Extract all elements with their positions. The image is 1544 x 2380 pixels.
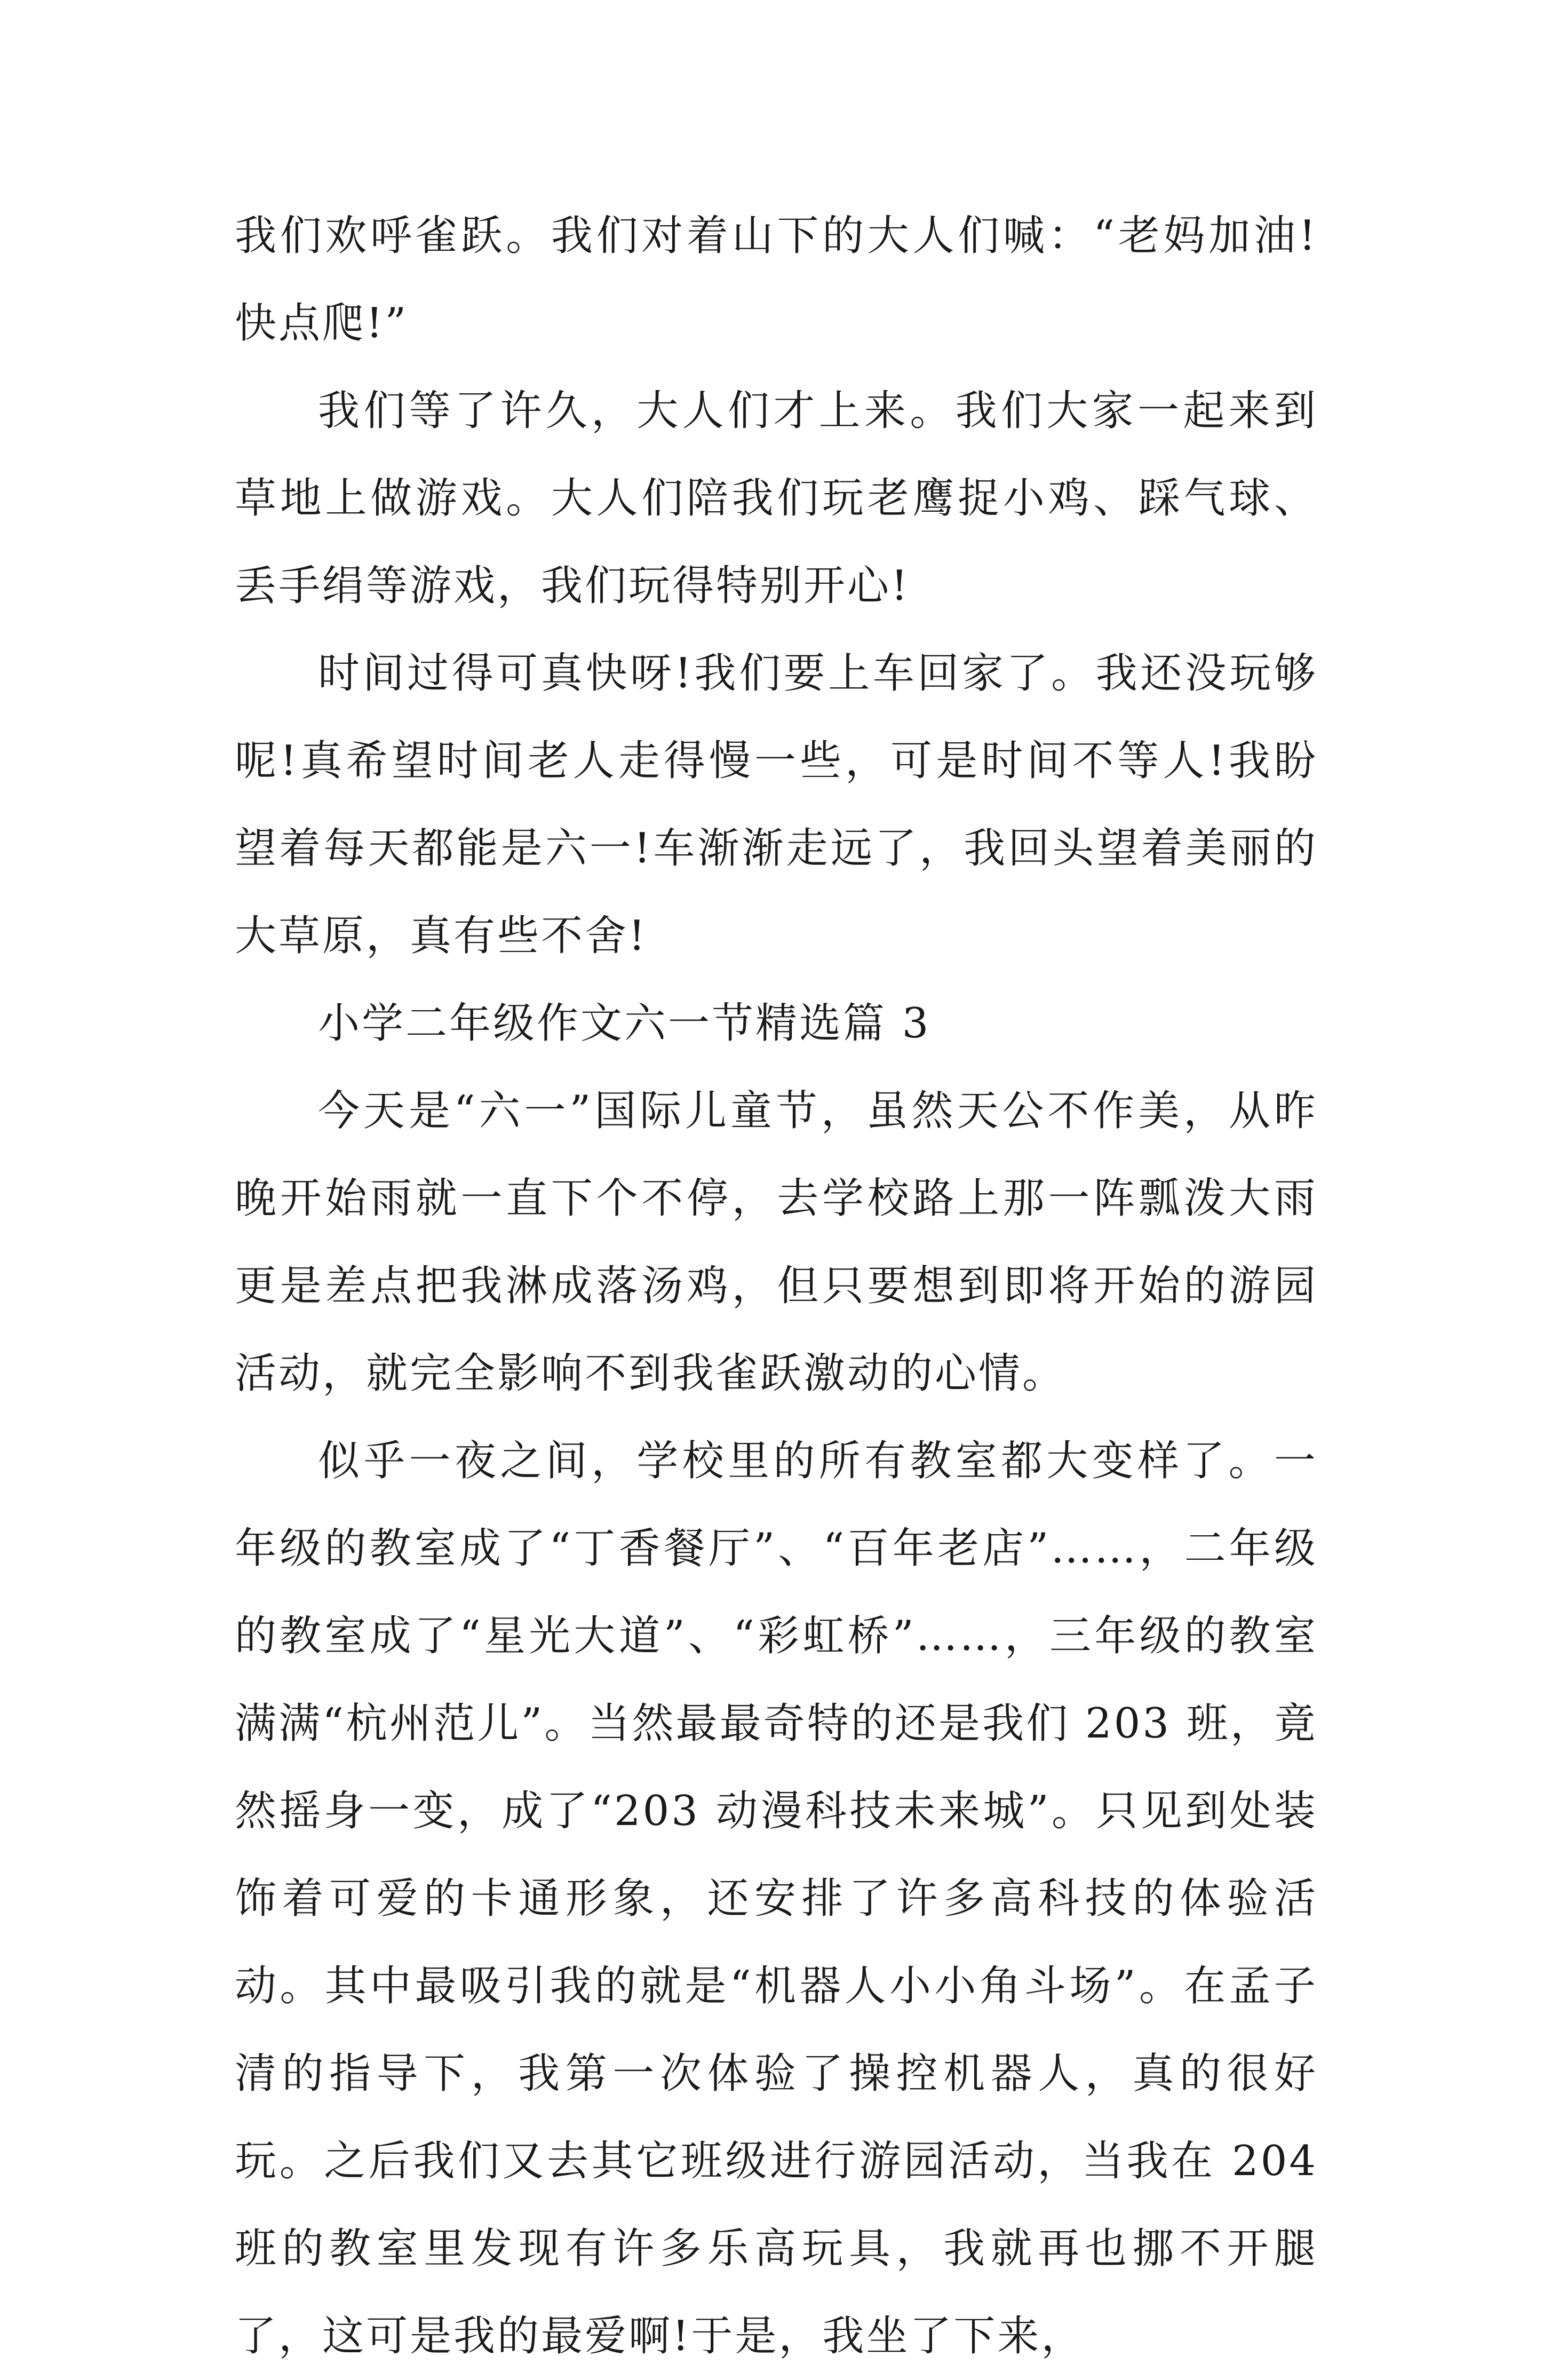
paragraph-body: 时间过得可真快呀!我们要上车回家了。我还没玩够呢!真希望时间老人走得慢一些，可是时间不等人!我盼望着每天都能是六一!车渐渐走远了，我回头望着美丽的大草原，真有些不舍! — [235, 649, 1318, 960]
paragraph-body: 似乎一夜之间，学校里的所有教室都大变样了。一年级的教室成了“丁香餐厅”、“百年老店”……，二年级的教室成了“星光大道”、“彩虹桥”……，三年级的教室满满“杭州范儿”。当然最最奇特的还是我们 203 班，竟然摇身一变，成了“203 动漫科技未来城”。只见到处装饰着可爱的卡通形象，还安排了许多高科技的体验活动。其中最吸引我的就是“机器人小小角斗场”。在孟子清的指导下，我第一次体验了操控机器人，真的很好玩。之后我们又去其它班级进行游园活动，当我在 204 班的教室里发现有许多乐高玩具，我就再也挪不开腿了，这可是我的最爱啊!于是，我坐了下来， — [235, 1437, 1318, 2360]
document-body — [235, 192, 1318, 2380]
section-heading: 小学二年级作文六一节精选篇 3 — [318, 999, 931, 1048]
paragraph-body: 我们等了许久，大人们才上来。我们大家一起来到草地上做游戏。大人们陪我们玩老鹰捉小鸡、踩气球、丢手绢等游戏，我们玩得特别开心! — [235, 387, 1318, 610]
paragraph-body: 今天是“六一”国际儿童节，虽然天公不作美，从昨晚开始雨就一直下个不停，去学校路上那一阵瓢泼大雨更是差点把我淋成落汤鸡，但只要想到即将开始的游园活动，就完全影响不到我雀跃激动的心情。 — [235, 1087, 1318, 1398]
paragraph-continuation: 我们欢呼雀跃。我们对着山下的大人们喊：“老妈加油!快点爬!” — [235, 212, 1318, 347]
